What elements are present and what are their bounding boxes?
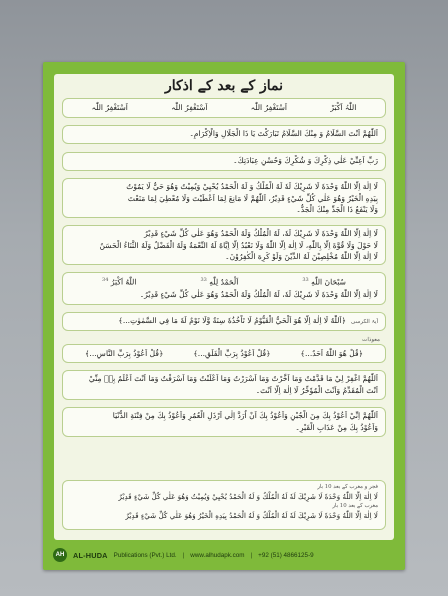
adhkar-card (43, 62, 405, 570)
tahleel-box (62, 178, 386, 218)
surah-ikhlas-text: ﴿قُلْ هُوَ اللّٰهُ اَحَدٌ...﴾ (300, 348, 364, 358)
fajr-maghrib-label: فجر و مغرب کے بعد 10 بار (317, 484, 378, 490)
tahleel-long-line-2: لَا حَوْلَ وَلَا قُوَّةَ اِلَّا بِاللّٰهِ، لَا اِلٰهَ اِلَّا اللّٰهُ وَلَا نَعْبُدُ اِلَّا اِيَّاهُ لَهُ النِّعْمَةُ وَلَهُ الْفَضْلُ وَلَهُ الثَّنَاءُ الْحَسَنُ (99, 240, 378, 250)
maghfirah-box (62, 370, 386, 400)
phone-number: +92 (51) 4866125-9 (258, 551, 314, 559)
ten-times-line-2: لَا اِلٰهَ اِلَّا اللّٰهُ وَحْدَهٗ لَا شَرِيْكَ لَهٗ لَهُ الْمُلْكُ وَ لَهُ الْحَمْدُ بِيَدِهِ الْخَيْرُ وَهُوَ عَلٰي كُلِّ شَيْءٍ قَدِيْرٌ (125, 511, 378, 520)
surah-falaq-text: ﴿قُلْ اَعُوْذُ بِرَبِّ الْفَلَقِ...﴾ (193, 348, 271, 358)
ayat-kursi-box (62, 312, 386, 331)
tasbih-subhanallah: سُبْحَانَ اللّٰهِ $^{33}$ (302, 277, 346, 288)
ayat-kursi-text: آیۃ الکرسی﴿اَللّٰهُ لَا اِلٰهَ اِلَّا هُوَ اَلْحَيُّ الْقَيُّوْمُ لَا تَاْخُذُهٗ سِنَةٌ وَّلَا نَوْمٌ لَهٗ مَا فِي السَّمٰوٰتِ...﴾ (118, 316, 378, 325)
tahleel-long-line-1: لَا اِلٰهَ اِلَّا اللّٰهُ وَحْدَهٗ لَا شَرِيْكَ لَهٗ، لَهُ الْمُلْكُ وَلَهُ الْحَمْدُ وَهُوَ عَلٰي كُلِّ شَيْءٍ قَدِيْرٌ (144, 229, 378, 238)
refuge-line-1: اَللّٰهُمَّ اِنِّيْ اَعُوْذُ بِكَ مِنَ الْجُبْنِ وَاَعُوْذُ بِكَ اَنْ اُرَدَّ اِلٰي اَرْذَلِ الْعُمُرِ وَاَعُوْذُ بِكَ مِنْ فِتْنَةِ الدُّنْيَا (112, 411, 378, 420)
surah-nas-text: ﴿قُلْ اَعُوْذُ بِرَبِّ النَّاسِ...﴾ (84, 348, 164, 358)
salam-dua-box (62, 125, 386, 144)
tahleel-line-2: بِيَدِهِ الْخَيْرُ وَهُوَ عَلٰي كُلِّ شَيْءٍ قَدِيْرٌ، اَللّٰهُمَّ لَا مَانِعَ لِمَا اَعْطَيْتَ وَلَا مُعْطِيَ لِمَا مَنَعْتَ (127, 193, 378, 203)
istighfar-text-3: اَسْتَغْفِرُ اللّٰہ (91, 103, 128, 113)
divider: | (182, 551, 185, 559)
tasbih-box (62, 272, 386, 305)
count-badge: 34 (102, 277, 109, 284)
ten-times-line-1: لَا اِلٰهَ اِلَّا اللّٰهُ وَحْدَهٗ لَا شَرِيْكَ لَهٗ لَهُ الْمُلْكُ وَ لَهُ الْحَمْدُ يُحْيِيْ وَيُمِيْتُ وَهُوَ عَلٰي كُلِّ شَيْءٍ قَدِيْرٌ (118, 492, 378, 501)
maghfirah-line-1: اَللّٰهُمَّ اغْفِرْ لِيْ مَا قَدَّمْتُ وَمَا اَخَّرْتُ وَمَا اَسْرَرْتُ وَمَا اَعْلَنْتُ وَمَا اَسْرَفْتُ وَمَا اَنْتَ اَعْلَمُ بِهٖ مِنِّيْ (88, 374, 378, 383)
refuge-line-2: وَاَعُوْذُ بِكَ مِنْ عَذَابِ الْقَبْرِ۔ (295, 422, 378, 432)
page-title: نماز کے بعد کے اذکار (164, 78, 284, 94)
maghfirah-line-2: اَنْتَ الْمُقَدِّمُ وَاَنْتَ الْمُؤَخِّرُ لَا اِلٰهَ اِلَّا اَنْتَ۔ (255, 385, 378, 395)
tahleel-line-3: وَلَا يَنْفَعُ ذَا الْجَدِّ مِنْكَ الْجَدُّ۔ (296, 205, 378, 214)
brand-name: AL-HUDA (73, 550, 108, 560)
maghrib-label: مغرب کے بعد 10 بار (332, 503, 378, 509)
alhuda-logo-icon: AH (53, 548, 67, 562)
count-badge: 33 (302, 277, 309, 284)
muawwidhat-label: معوذات (362, 337, 380, 343)
content-panel (54, 74, 394, 540)
ten-times-box (62, 480, 386, 530)
ayat-kursi-label: آیۃ الکرسی (351, 319, 378, 325)
website-link[interactable]: www.alhudapk.com (190, 551, 245, 559)
takbir-text: اللّٰہُ اَکْبَرْ (330, 103, 357, 113)
dhikr-shukr-text: رَبِّ اَعِنِّيْ عَلٰي ذِكْرِكَ وَ شُكْرِكَ وَحُسْنِ عِبَادَتِكَ۔ (233, 156, 378, 165)
istighfar-text-1: اَسْتَغْفِرُ اللّٰہ (250, 103, 288, 113)
muawwidhat-box (62, 344, 386, 363)
tahleel-long-box (62, 225, 386, 265)
tasbih-completion-line: لَا اِلٰهَ اِلَّا اللّٰهُ وَحْدَهٗ لَا شَرِيْكَ لَهٗ، لَهُ الْمُلْكُ وَلَهُ الْحَمْدُ وَهُوَ عَلٰي كُلِّ شَيْءٍ قَدِيْرٌ۔ (139, 290, 378, 299)
divider: | (250, 551, 253, 559)
tasbih-alhamdulillah: اَلْحَمْدُ لِلّٰهِ $^{33}$ (200, 277, 239, 288)
tasbih-allahuakbar: اللّٰهُ اَكْبَرُ $^{34}$ (102, 277, 137, 288)
dhikr-shukr-box (62, 152, 386, 171)
tahleel-line-1: لَا اِلٰهَ اِلَّا اللّٰهُ وَحْدَهٗ لَا شَرِيْكَ لَهٗ لَهُ الْمُلْكُ وَ لَهُ الْحَمْدُ يُحْيِيْ وَيُمِيْتُ وَهُوَ حَيٌّ لَا يَمُوْتُ (126, 182, 378, 191)
publisher-footer (43, 540, 405, 570)
count-badge: 33 (200, 277, 207, 284)
salam-dua-text: اَللّٰھُمَّ اَنْتَ السَّلَامُ وَ مِنْكَ السَّلَامُ تَبَارَكْتَ يَا ذَا الْجَلَالِ وَالْاِكْرَامِ۔ (189, 129, 378, 138)
publisher-name: Publications (Pvt.) Ltd. (113, 551, 177, 559)
refuge-box (62, 407, 386, 437)
istighfar-text-2: اَسْتَغْفِرُ اللّٰہ (171, 103, 208, 113)
istighfar-box (62, 98, 386, 118)
tahleel-long-line-3: لَا اِلٰهَ اِلَّا اللّٰهُ مُخْلِصِيْنَ لَهُ الدِّيْنَ وَلَوْ كَرِهَ الْكٰفِرُوْنَ۔ (225, 252, 378, 261)
